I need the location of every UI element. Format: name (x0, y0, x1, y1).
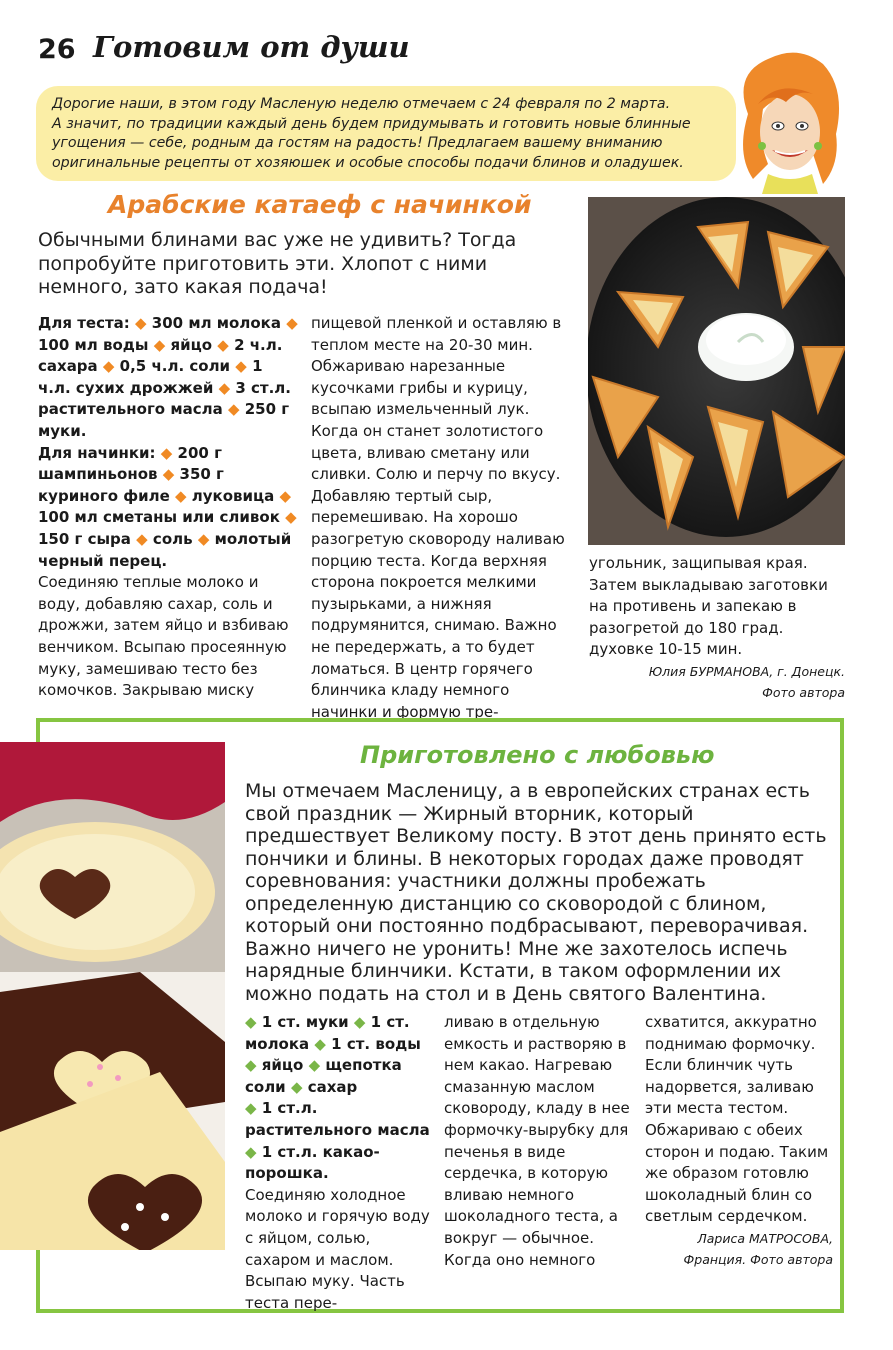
ingredient: 350 г куриного филе (38, 465, 224, 505)
page-number: 26 (38, 34, 76, 65)
article1-ingredients-dough (38, 313, 300, 443)
article2-author-place: Франция. Фото автора (683, 1251, 833, 1267)
host-avatar-illustration (728, 44, 846, 194)
intro-text (52, 95, 732, 173)
ingredients-label: Для теста: (38, 314, 130, 332)
article1-method-part1: Соединяю теплые молоко и воду, добавляю сахар, соль и дрожжи, затем яйцо и взбиваю венчиком. Всыпаю просеянную муку, замешиваю тесто без комочков. Закрываю миску (38, 573, 289, 700)
article1-ingredients-filling (38, 443, 300, 573)
bullet-icon: ◆ (245, 1142, 262, 1161)
article2-method-part2: ливаю в отдельную емкость и растворяю в нем какао. Нагреваю смазанную маслом сковороду, кладу в нее формочку-вырубку для печенья в виде сердечка, в которую вливаю немного шоколадного теста, а вокруг — обычное. Когда оно немного (444, 1013, 630, 1269)
bullet-icon: ◆ (135, 314, 152, 332)
article1-column-1 (38, 313, 300, 702)
ingredient: щепотка соли (245, 1056, 402, 1096)
article1-method-part3: угольник, защипывая края. Затем выкладываю заготовки на противень и запекаю в разогретой до 180 град. духовке 10-15 мин. (589, 554, 828, 659)
ingredient: 200 г шампиньонов (38, 443, 222, 484)
ingredient: 1 ст. воды (331, 1034, 421, 1053)
article1-column-2 (311, 313, 571, 723)
bullet-icon: ◆ (290, 1077, 308, 1096)
bullet-icon: ◆ (245, 1056, 262, 1075)
bullet-icon: ◆ (217, 335, 235, 354)
ingredient: 100 мл воды (38, 335, 149, 354)
ingredient: луковица (191, 486, 275, 505)
ingredient: 1 ч.л. сухих дрожжей (38, 357, 263, 397)
bullet-icon: ◆ (227, 400, 245, 419)
bullet-icon: ◆ (153, 335, 171, 354)
ingredient: 150 г сыра (38, 529, 131, 548)
intro-line: оригинальные рецепты от хозяюшек и особые способы подачи блинов и оладушек. (52, 154, 684, 171)
article2-method-part3: схватится, аккуратно поднимаю формочку. Если блинчик чуть надорвется, заливаю эти места тестом. Обжариваю с обеих сторон и подаю. Таким же образом готовлю шоколадный блин со светлым сердечком. (645, 1013, 829, 1226)
article1-photo-credit: Фото автора (762, 684, 845, 700)
bullet-icon: ◆ (353, 1013, 371, 1031)
intro-line: А значит, по традиции каждый день будем придумывать и готовить новые блинные (52, 115, 691, 132)
article2-column-2 (444, 1012, 634, 1271)
katayef-photo (588, 197, 845, 545)
bullet-icon: ◆ (245, 1013, 262, 1031)
article1-column-3 (589, 553, 845, 703)
article2-ingredients (245, 1012, 433, 1185)
bullet-icon: ◆ (175, 486, 192, 505)
intro-line: угощения — себе, родным да гостям на радость! Предлагаем вашему вниманию (52, 135, 663, 151)
intro-line: Дорогие наши, в этом году Масленую неделю отмечаем с 24 февраля по 2 марта. (52, 96, 671, 112)
ingredient: соль (152, 529, 193, 548)
ingredient: 300 мл молока (151, 314, 281, 332)
ingredient: 3 ст.л. растительного масла (38, 378, 291, 419)
section-title: Готовим от души (93, 30, 410, 64)
ingredient: молотый черный перец. (38, 529, 292, 570)
article2-column-3 (645, 1012, 833, 1270)
article1-lead: Обычными блинами вас уже не удивить? Тогда попробуйте приготовить эти. Хлопот с ними немного, зато какая подача! (38, 229, 517, 298)
ingredient: сахар (307, 1077, 358, 1096)
ingredient: 250 г муки. (38, 400, 290, 440)
ingredients-label: Для начинки: (38, 443, 156, 462)
bullet-icon: ◆ (102, 357, 120, 376)
article1-title: Арабские катаеф с начинкой (108, 190, 532, 219)
bullet-icon: ◆ (308, 1056, 326, 1075)
heart-pancakes-photo (0, 742, 225, 1250)
article2-author: Лариса МАТРОСОВА, (697, 1230, 833, 1246)
bullet-icon: ◆ (197, 529, 215, 548)
bullet-icon: ◆ (136, 529, 153, 548)
bullet-icon: ◆ (235, 357, 253, 376)
article1-method-part2: пищевой пленкой и оставляю в теплом месте на 20-30 мин. Обжариваю нарезанные кусочками грибы и курицу, всыпаю измельченный лук. Когда он станет золотистого цвета, вливаю сметану или сливки. Солю и перчу по вкусу. Добавляю тертый сыр, перемешиваю. На хорошо разогретую сковороду наливаю порцию теста. Когда верхняя сторона покроется мелкими пузырьками, а нижняя подрумянится, снимаю. Важно не передержать, а то будет ломаться. В центр горячего блинчика кладу немного начинки и формую тре- (311, 314, 565, 721)
ingredient: яйцо (261, 1056, 304, 1075)
article2-title: Приготовлено с любовью (360, 741, 715, 769)
ingredient: 1 ст.л. какао-порошка. (245, 1142, 380, 1183)
ingredient: 2 ч.л. сахара (38, 335, 283, 376)
ingredient: 1 ст.л. растительного масла (245, 1099, 430, 1139)
ingredient: 0,5 ч.л. соли (119, 357, 231, 376)
article2-lead: Мы отмечаем Масленицу, а в европейских странах есть свой праздник — Жирный вторник, который предшествует Великому посту. В этот день принято есть пончики и блины. В некоторых городах даже проводят соревнования: участники должны пробежать определенную дистанцию со сковородой с блином, который они постоянно подбрасывают, переворачивая. Важно ничего не уронить! Мне же захотелось испечь нарядные блинчики. Кстати, в таком оформлении их можно подать на стол и в День святого Валентина. (245, 780, 827, 1005)
bullet-icon: ◆ (286, 314, 298, 332)
bullet-icon: ◆ (160, 443, 178, 462)
article2-method-part1: Соединяю холодное молоко и горячую воду с яйцом, солью, сахаром и маслом. Всыпаю муку. Часть теста пере- (245, 1185, 430, 1312)
bullet-icon: ◆ (279, 486, 292, 505)
ingredient: 1 ст. молока (245, 1013, 410, 1053)
article1-author: Юлия БУРМАНОВА, г. Донецк. (648, 663, 845, 679)
bullet-icon: ◆ (218, 378, 236, 397)
bullet-icon: ◆ (314, 1034, 332, 1053)
ingredient: 100 мл сметаны или сливок (38, 508, 280, 527)
bullet-icon: ◆ (285, 508, 297, 527)
ingredient: яйцо (170, 335, 213, 354)
article2-column-1 (245, 1012, 433, 1314)
bullet-icon: ◆ (245, 1099, 262, 1118)
ingredient: 1 ст. муки (261, 1013, 349, 1031)
bullet-icon: ◆ (162, 465, 180, 484)
